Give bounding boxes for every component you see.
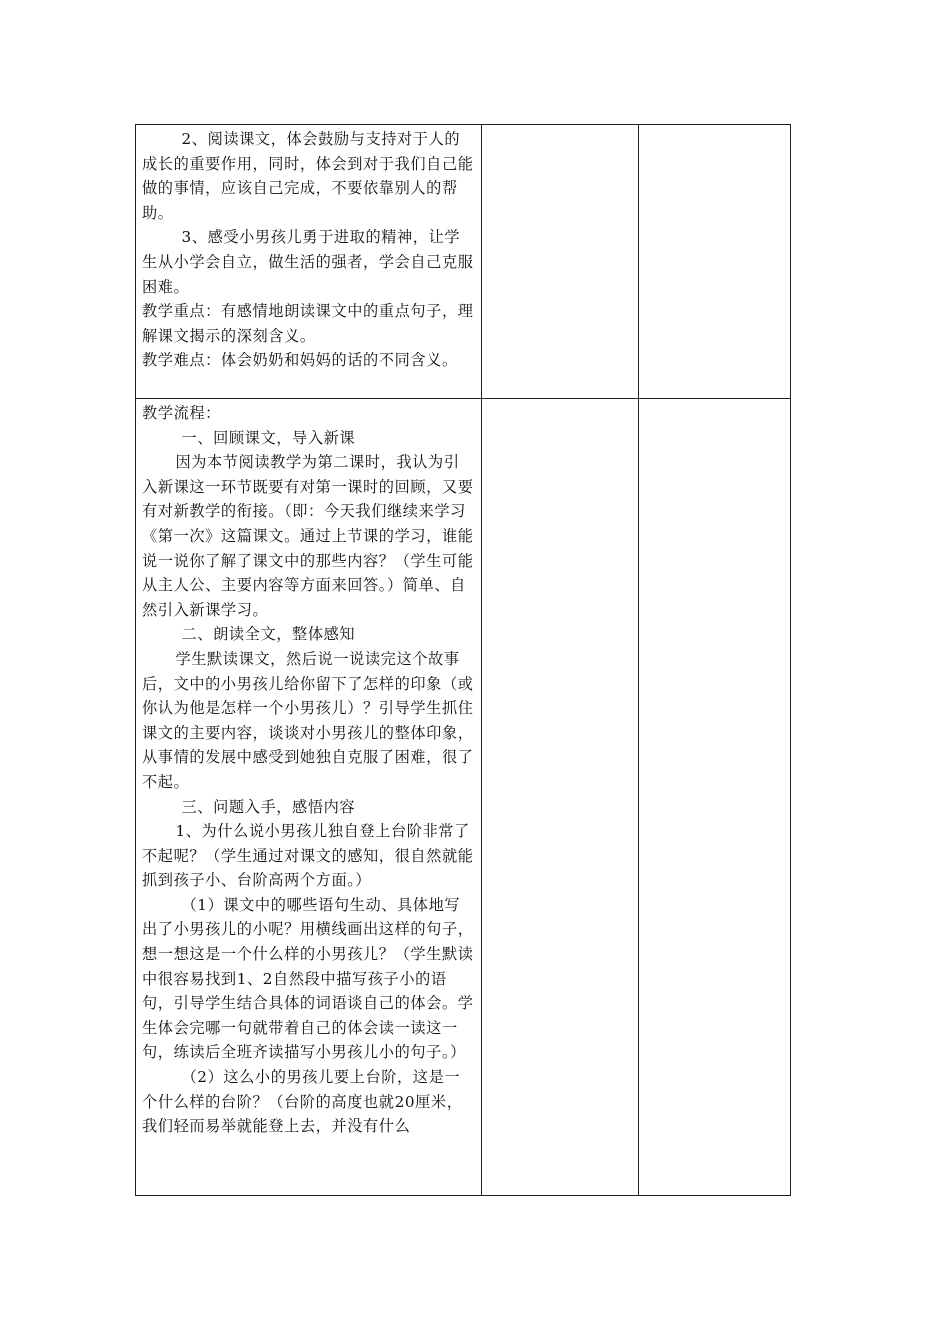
section-body: 学生默读课文，然后说一说读完这个故事后，文中的小男孩儿给你留下了怎样的印象（或你认为他是怎样一个小男孩儿）？引导学生抓住课文的主要内容，谈谈对小男孩儿的整体印象，从事情的发展中感受到她独自克服了困难，很了不起。 <box>142 649 474 791</box>
content-cell <box>136 125 482 399</box>
section-heading: 三、问题入手，感悟内容 <box>181 797 356 816</box>
section-body: （2）这么小的男孩儿要上台阶，这是一个什么样的台阶？（台阶的高度也就20厘米，我们轻而易举就能登上去，并没有什么 <box>142 1068 463 1136</box>
objective-2: 2、阅读课文，体会鼓励与支持对于人的成长的重要作用，同时，体会到对于我们自己能做的事情，应该自己完成，不要依靠别人的帮助。 <box>142 130 474 222</box>
section-body: （1）课文中的哪些语句生动、具体地写出了小男孩儿的小呢？用横线画出这样的句子，想一想这是一个什么样的小男孩儿？（学生默读中很容易找到1、2自然段中描写孩子小的语句，引导学生结合具体的词语谈自己的体会。学生体会完哪一句就带着自己的体会读一读这一句，练读后全班齐读描写小男孩儿小的句子。） <box>142 895 474 1062</box>
objective-3: 3、感受小男孩儿勇于进取的精神，让学生从小学会自立，做生活的强者，学会自己克服困难。 <box>142 228 474 296</box>
empty-cell <box>639 125 791 399</box>
empty-cell <box>639 399 791 1196</box>
section-body: 因为本节阅读教学为第二课时，我认为引入新课这一环节既要有对第一课时的回顾，又要有对新教学的衔接。（即：今天我们继续来学习《第一次》这篇课文。通过上节课的学习，谁能说一说你了解了课文中的那些内容？（学生可能从主人公、主要内容等方面来回答。）简单、自然引入新课学习。 <box>142 453 474 619</box>
flow-heading: 教学流程： <box>142 404 221 422</box>
teaching-difficulty: 教学难点：体会奶奶和妈妈的话的不同含义。 <box>142 351 458 370</box>
empty-cell <box>481 399 639 1196</box>
table-row <box>136 399 791 1196</box>
section-body: 1、为什么说小男孩儿独自登上台阶非常了不起呢？（学生通过对课文的感知，很自然就能抓到孩子小、台阶高两个方面。） <box>142 822 474 890</box>
teaching-key-point: 教学重点：有感情地朗读课文中的重点句子，理解课文揭示的深刻含义。 <box>142 302 474 345</box>
section-heading: 一、回顾课文，导入新课 <box>181 428 356 447</box>
content-cell <box>136 399 482 1196</box>
lesson-plan-table <box>135 124 791 1196</box>
section-heading: 二、朗读全文，整体感知 <box>181 625 356 644</box>
empty-cell <box>481 125 639 399</box>
table-row <box>136 125 791 399</box>
